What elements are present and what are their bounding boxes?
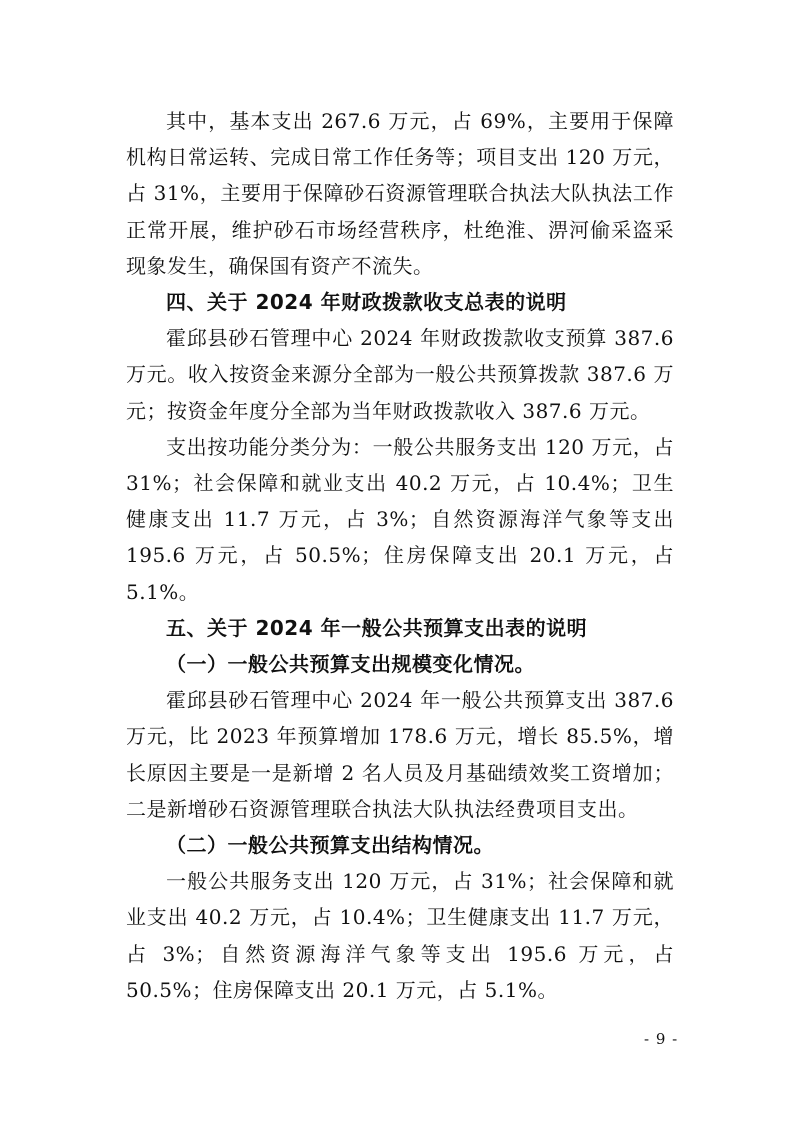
- paragraph-structure: 一般公共服务支出 120 万元，占 31%；社会保障和就业支出 40.2 万元，占 10.4%；卫生健康支出 11.7 万元，占 3%；自然资源海洋气象等支出 195.6 万元，占 50.5%；住房保障支出 20.1 万元，占 5.1%。: [126, 869, 674, 1002]
- section-heading-4: 四、关于 2024 年财政拨款收支总表的说明: [166, 290, 567, 315]
- section-heading-5: 五、关于 2024 年一般公共预算支出表的说明: [166, 615, 588, 640]
- document-body: [126, 103, 674, 1008]
- subheading-scale-change: （一）一般公共预算支出规模变化情况。: [166, 652, 535, 677]
- paragraph-fiscal-allocation-budget: 霍邱县砂石管理中心 2024 年财政拨款收支预算 387.6 万元。收入按资金来源分全部为一般公共预算拨款 387.6 万元；按资金年度分全部为当年财政拨款收入 387.6 万元。: [126, 326, 674, 423]
- paragraph-scale-change: 霍邱县砂石管理中心 2024 年一般公共预算支出 387.6 万元，比 2023 年预算增加 178.6 万元，增长 85.5%，增长原因主要是一是新增 2 名人员及月基础绩效奖工资增加；二是新增砂石资源管理联合执法大队执法经费项目支出。: [126, 688, 674, 821]
- subheading-structure: （二）一般公共预算支出结构情况。: [166, 833, 494, 858]
- page-number: - 9 -: [644, 1030, 679, 1048]
- paragraph-basic-project-expenditure: 其中，基本支出 267.6 万元，占 69%，主要用于保障机构日常运转、完成日常工作任务等；项目支出 120 万元，占 31%，主要用于保障砂石资源管理联合执法大队执法工作正常开展，维护砂石市场经营秩序，杜绝淮、淠河偷采盗采现象发生，确保国有资产不流失。: [126, 109, 674, 278]
- paragraph-functional-classification: 支出按功能分类分为：一般公共服务支出 120 万元，占 31%；社会保障和就业支出 40.2 万元，占 10.4%；卫生健康支出 11.7 万元，占 3%；自然资源海洋气象等支出 195.6 万元，占 50.5%；住房保障支出 20.1 万元，占 5.1%。: [126, 434, 674, 604]
